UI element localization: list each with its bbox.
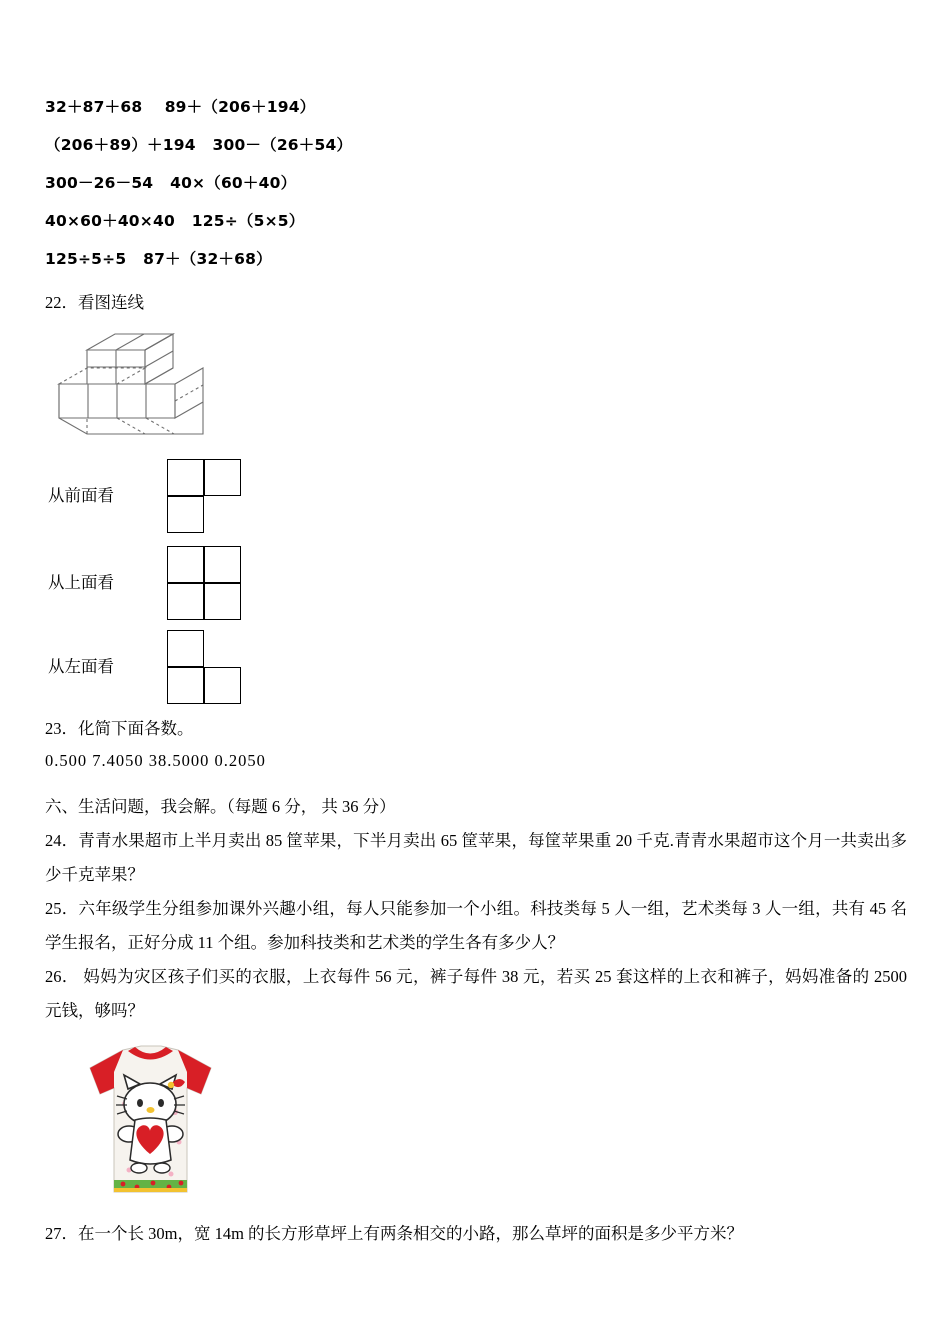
question-22-heading: 22．看图连线 [45, 293, 144, 312]
view-row-left [45, 630, 345, 700]
grid-cell [167, 496, 204, 533]
three-d-solid-drawing [47, 328, 237, 453]
front-view-shape [167, 459, 243, 535]
view-label-front: 从前面看 [48, 486, 114, 505]
calc-expressions-block [45, 88, 907, 278]
left-view-shape [167, 630, 243, 706]
calc-line: 32＋87＋68 89＋（206＋194） [45, 98, 316, 116]
grid-cell [167, 630, 204, 667]
question-22-figure [45, 324, 907, 704]
view-label-top: 从上面看 [48, 573, 114, 592]
tshirt-image [83, 1042, 218, 1207]
grid-cell [204, 583, 241, 620]
calc-line: 40×60＋40×40 125÷（5×5） [45, 212, 305, 230]
page-content [45, 88, 907, 1251]
grid-cell [204, 546, 241, 583]
view-label-left: 从左面看 [48, 657, 114, 676]
question-26-text: 26． 妈妈为灾区孩子们买的衣服，上衣每件 56 元，裤子每件 38 元，若买 25 套这样的上衣和裤子，妈妈准备的 2500 元钱，够吗？ [45, 967, 907, 1020]
grid-cell [167, 667, 204, 704]
grid-cell [204, 459, 241, 496]
view-row-top [45, 546, 345, 616]
question-27-text: 27．在一个长 30m，宽 14m 的长方形草坪上有两条相交的小路，那么草坪的面积是多少平方米？ [45, 1224, 744, 1243]
calc-line: （206＋89）＋194 300－（26＋54） [45, 136, 353, 154]
grid-cell [167, 459, 204, 496]
question-23-numbers: 0.500 7.4050 38.5000 0.2050 [45, 751, 266, 770]
calc-line: 125÷5÷5 87＋（32＋68） [45, 250, 272, 268]
grid-cell [167, 583, 204, 620]
calc-line: 300－26－54 40×（60＋40） [45, 174, 297, 192]
view-row-front [45, 459, 345, 529]
grid-cell [204, 667, 241, 704]
grid-cell [167, 546, 204, 583]
section-six-heading: 六、生活问题，我会解。（每题 6 分， 共 36 分） [45, 797, 396, 816]
question-24-text: 24．青青水果超市上半月卖出 85 筐苹果，下半月卖出 65 筐苹果，每筐苹果重 20 千克.青青水果超市这个月一共卖出多少千克苹果？ [45, 831, 907, 884]
top-view-shape [167, 546, 243, 622]
question-25-text: 25．六年级学生分组参加课外兴趣小组，每人只能参加一个小组。科技类每 5 人一组，艺术类每 3 人一组，共有 45 名学生报名，正好分成 11 个组。参加科技类和艺术类的学生各有多少人？ [45, 899, 907, 952]
question-23-heading: 23．化简下面各数。 [45, 719, 194, 738]
